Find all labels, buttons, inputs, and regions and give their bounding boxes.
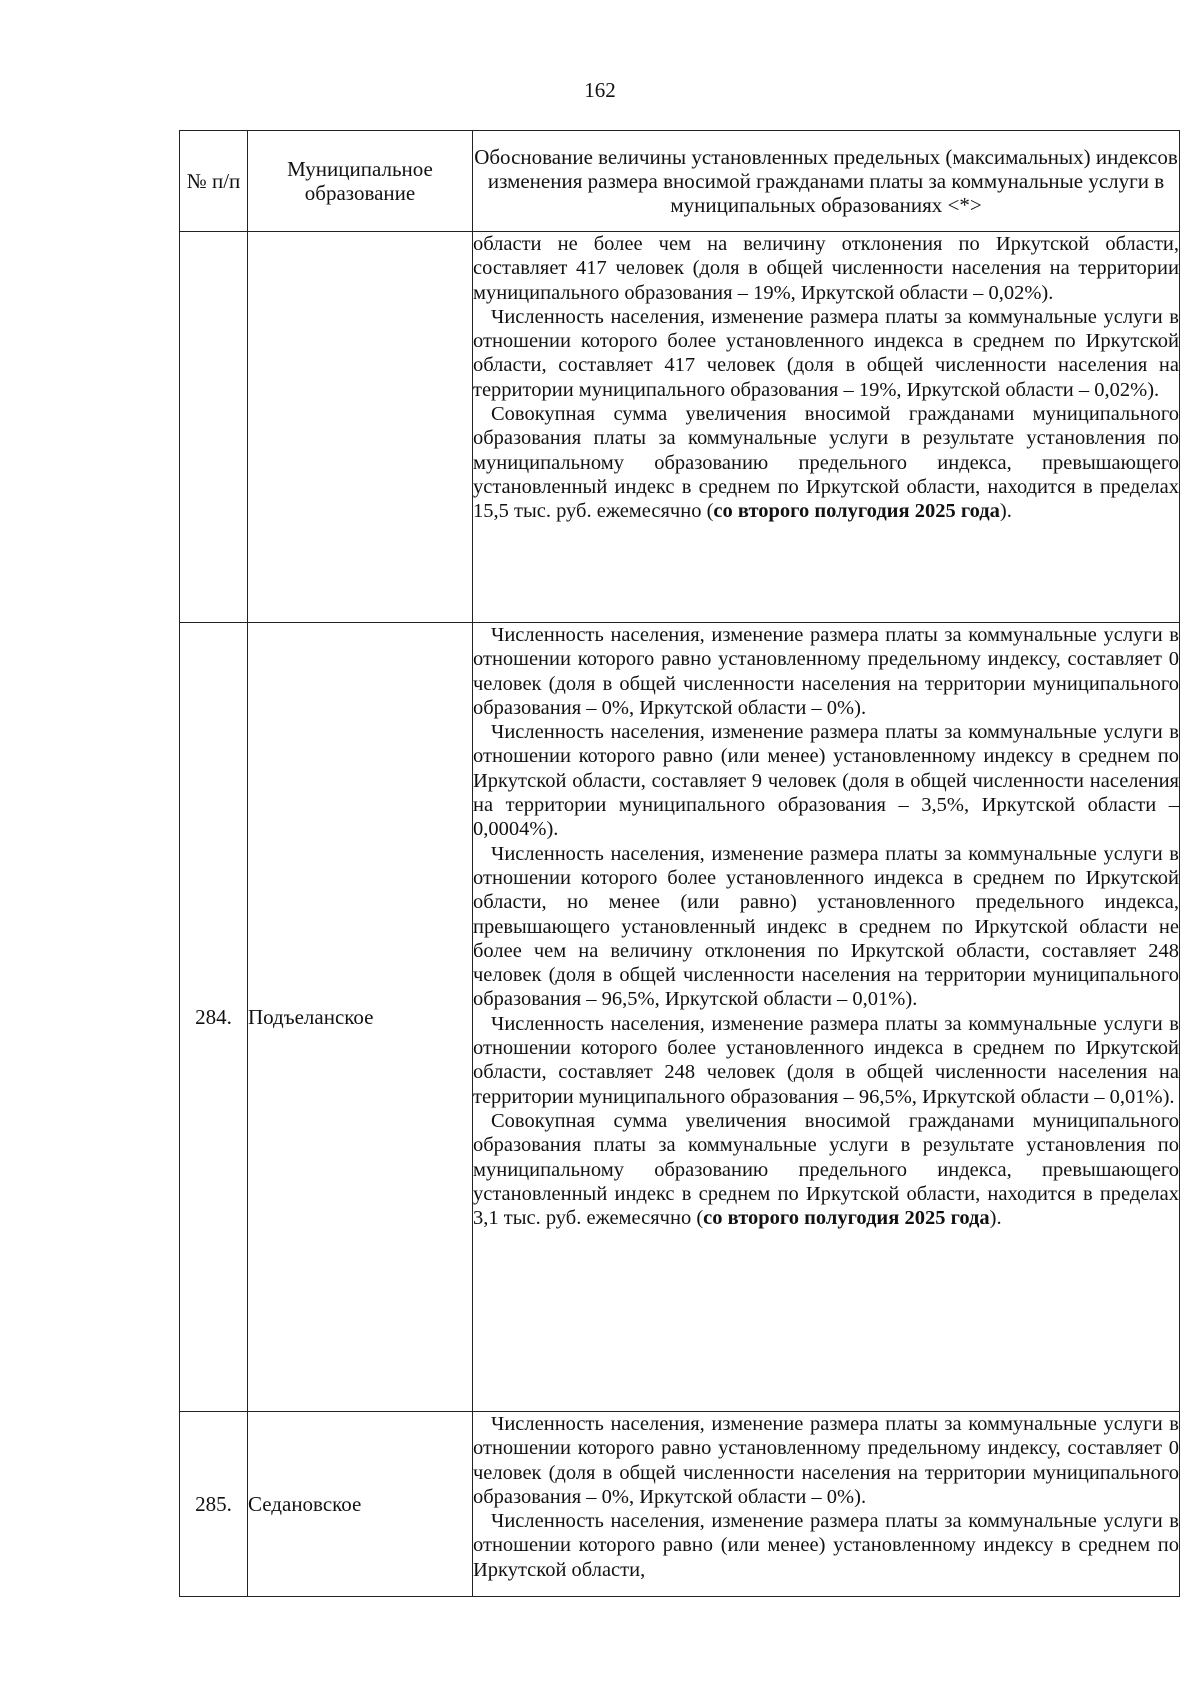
row-number: 284. — [180, 623, 248, 1412]
page-number: 162 — [584, 78, 616, 102]
paragraph: Численность населения, изменение размера платы за коммунальные услуги в отношении которого более установленного индекса в среднем по Иркутской области, составляет 248 человек (доля в общей численности населения на территории муниципального образования – 96,5%, Иркутской области – 0,01%). — [473, 1012, 1179, 1108]
justification-cell — [473, 1412, 1180, 1597]
table-row — [180, 623, 1180, 1412]
paragraph: Численность населения, изменение размера платы за коммунальные услуги в отношении которого более установленного индекса в среднем по Иркутской области, составляет 417 человек (доля в общей численности населения на территории муниципального образования – 19%, Иркутской области – 0,02%). — [473, 305, 1179, 401]
row-number: 285. — [180, 1412, 248, 1597]
paragraph: Численность населения, изменение размера платы за коммунальные услуги в отношении которого равно (или менее) установленному индексу в среднем по Иркутской области, составляет 9 человек (доля в общей численности населения на территории муниципального образования – 3,5%, Иркутской области – 0,0004%). — [473, 721, 1179, 841]
row-number — [180, 232, 248, 623]
header-justification: Обоснование величины установленных предельных (максимальных) индексов изменения размера вносимой гражданами платы за коммунальные услуги в муниципальных образованиях <*> — [473, 131, 1180, 232]
table-header-row — [180, 131, 1180, 232]
justification-cell — [473, 232, 1180, 623]
table-row — [180, 232, 1180, 623]
paragraph: Совокупная сумма увеличения вносимой гражданами муниципального образования платы за коммунальные услуги в результате установления по муниципальному образованию предельного индекса, превышающего установленный индекс в среднем по Иркутской области, находится в пределах 3,1 тыс. руб. ежемесячно (со второго полугодия 2025 года). — [473, 1109, 1179, 1230]
table-row — [180, 1412, 1180, 1597]
justification-table — [179, 130, 1180, 1597]
municipality-name — [248, 232, 473, 623]
paragraph: Численность населения, изменение размера платы за коммунальные услуги в отношении которого более установленного индекса в среднем по Иркутской области, но менее (или равно) установленного предельного индекса, превышающего установленный индекс в среднем по Иркутской области не более чем на величину отклонения по Иркутской области, составляет 248 человек (доля в общей численности населения на территории муниципального образования – 96,5%, Иркутской области – 0,01%). — [473, 842, 1179, 1011]
bold-period: со второго полугодия 2025 года — [713, 500, 1000, 523]
justification-cell — [473, 623, 1180, 1412]
municipality-name: Седановское — [248, 1412, 473, 1597]
municipality-name: Подъеланское — [248, 623, 473, 1412]
bold-period: со второго полугодия 2025 года — [703, 1207, 990, 1230]
paragraph: Численность населения, изменение размера платы за коммунальные услуги в отношении которого равно (или менее) установленному индексу в среднем по Иркутской области, — [473, 1510, 1179, 1581]
header-number: № п/п — [180, 131, 248, 232]
paragraph: Численность населения, изменение размера платы за коммунальные услуги в отношении которого равно установленному предельному индексу, составляет 0 человек (доля в общей численности населения на территории муниципального образования – 0%, Иркутской области – 0%). — [473, 624, 1179, 719]
paragraph: Численность населения, изменение размера платы за коммунальные услуги в отношении которого равно установленному предельному индексу, составляет 0 человек (доля в общей численности населения на территории муниципального образования – 0%, Иркутской области – 0%). — [473, 1413, 1179, 1508]
paragraph: области не более чем на величину отклонения по Иркутской области, составляет 417 человек (доля в общей численности населения на территории муниципального образования – 19%, Иркутской области – 0,02%). — [473, 233, 1179, 304]
header-municipality: Муниципальное образование — [248, 131, 473, 232]
paragraph: Совокупная сумма увеличения вносимой гражданами муниципального образования платы за коммунальные услуги в результате установления по муниципальному образованию предельного индекса, превышающего установленный индекс в среднем по Иркутской области, находится в пределах 15,5 тыс. руб. ежемесячно (со второго полугодия 2025 года). — [473, 403, 1179, 523]
